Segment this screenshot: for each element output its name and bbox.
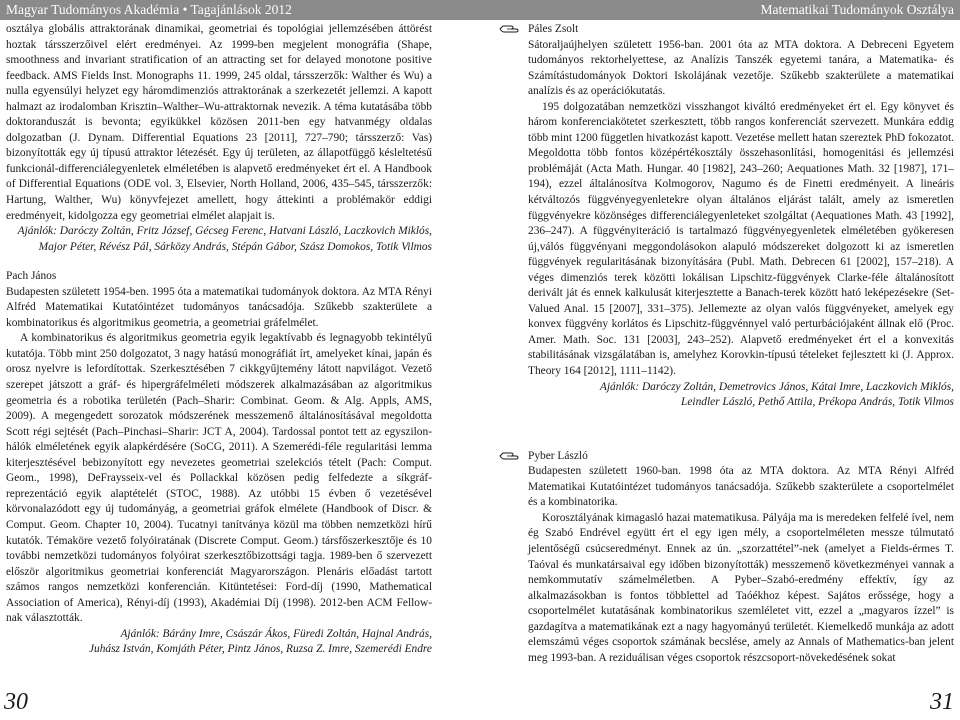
person-achievements: 195 dolgozatában nemzetközi visszhangot kiváltó eredményeket ért el. Egy könyvet és három konferenciakötetet szerkesztett, több rangos konferenciát szervezett. Munkára eddig több mint 1200 független hivatkozást kapott. Vezetése mellett hatan szereztek PhD fokozatot. Megoldotta több fontos középértékosztály összehasonlítási, homogenitási és jellemzési problémáját (Acta Math. Hungar. 40 [1982], 243–260; Aequationes Math. 32 [1987], 171–194), ezzel általánosítva Kolmogorov, Nagumo és de Finetti eredményeit. A lineáris kétváltozós függvényegyenletekre olyan általános eljárást talált, amely az ismeretlen függvényekre közönséges differenciálegyenleteket szolgáltat (Aequationes Math. 43 [1992], 236–247). A függvényiteráció is tartalmazó függvényegyenletek elméletében gyökeresen új,válós függvényani meggondolásokon alapuló módszereket dolgozott ki az ismeretlen függvények regularitásának bizonyítására (Publ. Math. Debrecen 61 [2002], 157–218). A véges dimenziós terek közötti lokálisan Lipschitz-függvények Clarke-féle általánosított derivált ját és ennek kalkulusát kiterjesztette a Banach-terek között ható leképezésekre (Set-Valued Anal. 15 [2007], 331–375). Jellemezte az olyan valós függvényeket, amelyek egy konvex függvény korlátos és Lipschitz-függvénnyel való perturbációjaként állnak elő (Proc. Amer. Math. Soc. 131 [2003], 243–252). Alapvető eredményeket ért el a konvexitás stabilitásának vizsgálatában is, amelyhez Korovkin-típusú tételeket fejlesztett ki (J. Approx. Theory 164 [2012], 1111–1142). bbox=[528, 100, 954, 378]
person-achievements: A kombinatorikus és algoritmikus geometria egyik legaktívabb és legnagyobb tekintélyű kutatója. Több mint 250 dolgozatot, 3 nagy hatású monográfiát írt, amelyeket kínai, japán és orosz nyelvre is lefordítottak. Szerkesztésében 7 cikkgyűjtemény látott napvilágot. Vezető szerepet játszott a gráf- és hipergráfelméleti módszerek alkalmazásában az algoritmikus geometria és a robotika területén (Pach–Sharir: Combinat. Geom. & Alg. Appls, AMS, 2009). A megengedett sorozatok módszerének messzemenő általánosításával megoldotta Scott régi sejtését (Pach–Pinchasi–Sharir: JCT A, 2004). Tardossal pontot tett az egyszilon-hálók elméletének egyik alapkérdésére (SoCG, 2011). A Szemerédi-féle regularitási lemma kiterjesztésével bebizonyított egy nevezetes geometriai szelekciós tételt (Pach: Comput. Geom., 1998), DeFraysseix-vel és Pollackkal közösen pedig felfedezte a síkgráf-reprezentáció egyik alaptételét (STOC, 1988). Az utóbbi 15 évben ő vezetésével körvonalazódott egy új tudományág, a geometriai gráfok elmélete (Handbook of Discr. & Comput. Geom. Chapter 10, 2004). Tucatnyi tanítványa közül ma többen nemzetközi hírű kutatók. Témaköre vezető folyóiratának (Discrete Comput. Geom.) társfőszerkesztője és 10 további nemzetközi tudományos folyóirat szerkesztőbizottsági tagja. 1989-ben ő szervezett először algoritmikus geometriai konferenciát Magyarországon. Plenáris előadást tartott számos rangos nemzetközi konferencián. Kitüntetései: Ford-díj (1990, Mathematical Association of America), Rényi-díj (1993), Akadémiai Díj (1998). 2012-ben ACM Fellow-nak választották. bbox=[6, 332, 432, 625]
person-recommenders-line-2: Leindler László, Pethő Attila, Prékopa András, Totik Vilmos bbox=[681, 396, 954, 409]
intro-section bbox=[6, 22, 432, 255]
page-number-right: 31 bbox=[930, 689, 954, 715]
header-publication-title: Magyar Tudományos Akadémia • Tagajánlások 2012 bbox=[6, 2, 292, 17]
intro-recommenders-line-2: Major Péter, Révész Pál, Sárközy András, Stépán Gábor, Szász Domokos, Totik Vilmos bbox=[38, 240, 432, 253]
right-column bbox=[528, 22, 954, 666]
person-entry-pales bbox=[528, 22, 954, 411]
person-entry-pyber bbox=[528, 449, 954, 667]
intro-paragraph: osztálya globális attraktorának dinamikai, geometriai és topológiai jellemzésében áttörést hoztak társszerzőivel elért eredményei. Az 1999-ben megjelent monográfia (Shape, smoothness and invariant stratification of an attracting set for delayed monotone positive feedback. AMS Fields Inst. Monographs 11. 1999, 245 oldal, társszerzők: Walther és Wu) a nulla egyensúlyi helyzet egy háromdimenziós attraktorának a szerkezetét jellemzi. A kapott halmazt az irodalomban Krisztin–Walther–Wu-attraktornak nevezik. A téma kutatásába több doktoranduszát is bevonta; egyikükkel közösen 2011-ben egy hatvanmégy oldalas dolgozatban (J. Dynam. Differential Equations 23 [2011], 727–790; társszerző: Vas) bizonyították egy új típusú attraktor létezését. Egy új területen, az állapotfüggő késleltetésű funkcionál-differenciálegyenletek elméletében is alapvető eredményeket ért el. A Handbook of Differential Equations (ODE vol. 3, Elsevier, North Holland, 2006, 435–545, társszerzők: Hartung, Walther, Wu) könyvfejezet amellett, hogy áttekinti a problémakör eddigi eredményeit, kidolgozza egy geometriai elmélet alapjait is. bbox=[6, 23, 432, 222]
hand-pointing-icon bbox=[499, 450, 519, 462]
page-header bbox=[0, 0, 960, 20]
person-recommenders-line-1: Ajánlók: Bárány Imre, Császár Ákos, Füredi Zoltán, Hajnal András, bbox=[120, 627, 432, 640]
intro-recommenders-line-1: Ajánlók: Daróczy Zoltán, Fritz József, Gécseg Ferenc, Hatvani László, Laczkovich Miklós, bbox=[17, 225, 432, 238]
hand-pointing-icon bbox=[499, 23, 519, 35]
person-entry-pach bbox=[6, 269, 432, 658]
person-heading bbox=[6, 269, 432, 285]
person-bio: Sátoraljaújhelyen született 1956-ban. 2001 óta az MTA doktora. A Debreceni Egyetem tudományos rektorhelyettese, az Analízis Tanszék egyetemi tanára, a Matematika- és Számítástudományok Doktori Iskolájának vezetője. Szűkebb szakterülete a matematikai analízis és az operációkutatás. bbox=[528, 38, 954, 98]
person-achievements: Korosztályának kimagasló hazai matematikusa. Pályája ma is meredeken felfelé ível, nem ég Szabó Endrével együtt ért el egy igen mély, a csoportelméleten messze túlmutató jelentőségű csúcseredményt. Ennek az ún. „szorzattétel”-nek (amelyet a Fields-érmes T. Taóval és munkatársaival egy időben bizonyították) messzemenő következményei vannak a nemkommutatív számelméletben. A Pyber–Szabó-eredmény effektív, így az alkalmazásokban is fontos többlettel ad Taóékhoz képest. Sajátos erőssége, hogy a csoportelmélet kutatásának kombinatorikus szemléletet vitt, ezzel a „magyaros ízzel” is gazdagítva a matematikának ezt a nagy hagyományú területét. Kiemelkedő munkája az adott elemszámú véges csoportok számának becslése, amely az Annals of Mathematics-ban jelent meg 1993-ban. A reziduálisan véges csoportok részcsoport-növekedésének sokat bbox=[528, 511, 954, 664]
person-name: Pyber László bbox=[528, 449, 588, 462]
person-heading bbox=[528, 449, 954, 465]
person-recommenders-line-2: Juhász István, Komjáth Péter, Pintz János, Ruzsa Z. Imre, Szemerédi Endre bbox=[88, 643, 432, 656]
header-section-title: Matematikai Tudományok Osztálya bbox=[760, 2, 954, 17]
person-bio: Budapesten született 1960-ban. 1998 óta az MTA doktora. Az MTA Rényi Alfréd Matematikai Kutatóintézet tudományos tanácsadója. Szűkebb szakterülete a csoportelmélet és a kombinatorika. bbox=[528, 465, 954, 509]
person-heading bbox=[528, 22, 954, 38]
person-bio: Budapesten született 1954-ben. 1995 óta a matematikai tudományok doktora. Az MTA Rényi Alfréd Matematikai Kutatóintézet tudományos tanácsadója. Szűkebb szakterülete a kombinatorikus és algoritmikus geometria, a geometriai gráfelmélet. bbox=[6, 285, 432, 329]
left-column bbox=[6, 22, 432, 658]
page-number-left: 30 bbox=[4, 689, 28, 715]
person-name: Páles Zsolt bbox=[528, 23, 579, 35]
person-recommenders-line-1: Ajánlók: Daróczy Zoltán, Demetrovics János, Kátai Imre, Laczkovich Miklós, bbox=[599, 380, 954, 393]
person-name: Pach János bbox=[6, 270, 57, 283]
